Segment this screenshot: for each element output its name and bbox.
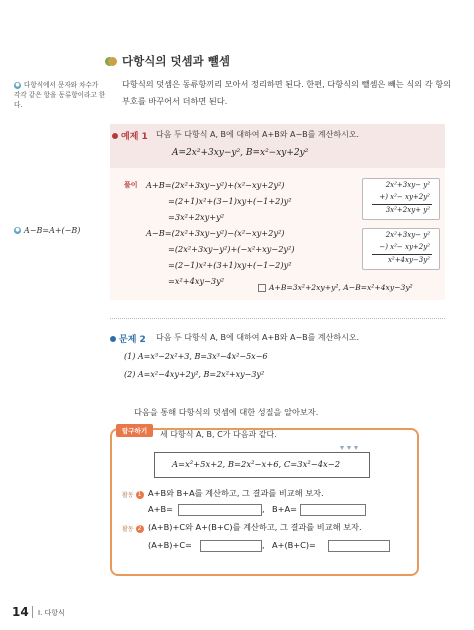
step-1-right-label: B+A=: [272, 504, 297, 514]
sub-line-3: =(2−1)x²+(3+1)xy+(−1−2)y²: [168, 260, 292, 270]
activity-step-1-tag: 활동 1: [122, 490, 144, 499]
sub-line-4: =x²+4xy−3y²: [168, 276, 225, 286]
checkbox-icon: [258, 284, 266, 292]
step-1-left-label: A+B=: [148, 504, 173, 514]
activity-box: [110, 428, 419, 576]
solution-result: A+B=3x²+2xy+y², A−B=x²+4xy−3y²: [258, 283, 413, 292]
step-2-left-label: (A+B)+C=: [148, 540, 192, 550]
info-icon: ●: [15, 81, 20, 88]
sub-vertical-2: −) x²− xy+2y²: [379, 243, 430, 251]
activity-given: A=x²+5x+2, B=2x²−x+6, C=3x²−4x−2: [172, 459, 341, 469]
step-2-right-blank[interactable]: [328, 540, 390, 552]
sub-vertical-1: 2x²+3xy− y²: [385, 231, 430, 239]
step-1-left-blank[interactable]: [178, 504, 262, 516]
arrow-down-icon: [347, 446, 351, 450]
add-line-1: A+B=(2x²+3xy−y²)+(x²−xy+2y²): [146, 180, 285, 190]
section-bullet-icon: [108, 57, 117, 66]
step-2-comma: ,: [262, 540, 265, 550]
step-2-right-label: A+(B+C)=: [272, 540, 316, 550]
sub-vertical-3: x²+4xy−3y²: [387, 256, 430, 264]
add-line-2: =(2+1)x²+(3−1)xy+(−1+2)y²: [168, 196, 292, 206]
problem-item-1: (1) A=x³−2x²+3, B=3x³−4x²−5x−6: [124, 352, 268, 361]
page-number: 14: [12, 605, 29, 619]
example-question: 다음 두 다항식 A, B에 대하여 A+B와 A−B를 계산하시오.: [156, 130, 360, 139]
sub-line-1: A−B=(2x²+3xy−y²)−(x²−xy+2y²): [146, 228, 285, 238]
section-title: 다항식의 덧셈과 뺄셈: [108, 53, 230, 69]
example-given: A=2x²+3xy−y², B=x²−xy+2y²: [172, 148, 309, 158]
problem-item-2: (2) A=x²−4xy+2y², B=2x²+xy−3y²: [124, 370, 265, 379]
sub-line-2: =(2x²+3xy−y²)+(−x²+xy−2y²): [168, 244, 295, 254]
add-vertical-3: 3x²+2xy+ y²: [385, 206, 430, 214]
problem-bullet-icon: [110, 336, 116, 342]
problem-question: 다음 두 다항식 A, B에 대하여 A+B와 A−B를 계산하시오.: [156, 333, 360, 342]
step-1-right-blank[interactable]: [300, 504, 366, 516]
chapter-label: Ⅰ. 다항식: [38, 609, 65, 617]
step-1-comma: ,: [262, 504, 265, 514]
sub-vertical-rule: [372, 254, 432, 255]
arrow-down-icon: [354, 446, 358, 450]
add-line-3: =3x²+2xy+y²: [168, 212, 225, 222]
step-2-left-blank[interactable]: [200, 540, 262, 552]
activity-step-2-text: (A+B)+C와 A+(B+C)를 계산하고, 그 결과를 비교해 보자.: [148, 522, 362, 532]
example-label: 예제 1: [112, 129, 148, 142]
explore-intro: 다음을 통해 다항식의 덧셈에 대한 성질을 알아보자.: [134, 407, 319, 417]
activity-step-2-tag: 활동 2: [122, 524, 144, 533]
solution-label: 풀이: [124, 181, 138, 189]
problem-label: 문제 2: [110, 332, 146, 345]
activity-intro: 세 다항식 A, B, C가 다음과 같다.: [160, 430, 277, 439]
footer-divider: [32, 606, 33, 618]
add-vertical-1: 2x²+3xy− y²: [385, 181, 430, 189]
example-bullet-icon: [112, 133, 118, 139]
add-vertical-rule: [372, 204, 432, 205]
activity-tag: 탐구하기: [116, 424, 153, 437]
add-vertical-2: +) x²− xy+2y²: [379, 193, 430, 201]
info-icon: ●: [15, 227, 20, 233]
section-divider: [110, 318, 445, 319]
sidebar-note: ● 다항식에서 문자와 차수가 각각 같은 항을 동류항이라고 한다.: [14, 81, 106, 109]
arrow-down-icon: [340, 446, 344, 450]
activity-step-1-text: A+B와 B+A를 계산하고, 그 결과를 비교해 보자.: [148, 488, 324, 498]
sidebar-formula: ● A−B=A+(−B): [15, 226, 81, 235]
intro-paragraph: 다항식의 덧셈은 동류항끼리 모아서 정리하면 된다. 한편, 다항식의 뺄셈은 빼는 식의 각 항의 부호를 바꾸어서 더하면 된다.: [122, 79, 452, 106]
